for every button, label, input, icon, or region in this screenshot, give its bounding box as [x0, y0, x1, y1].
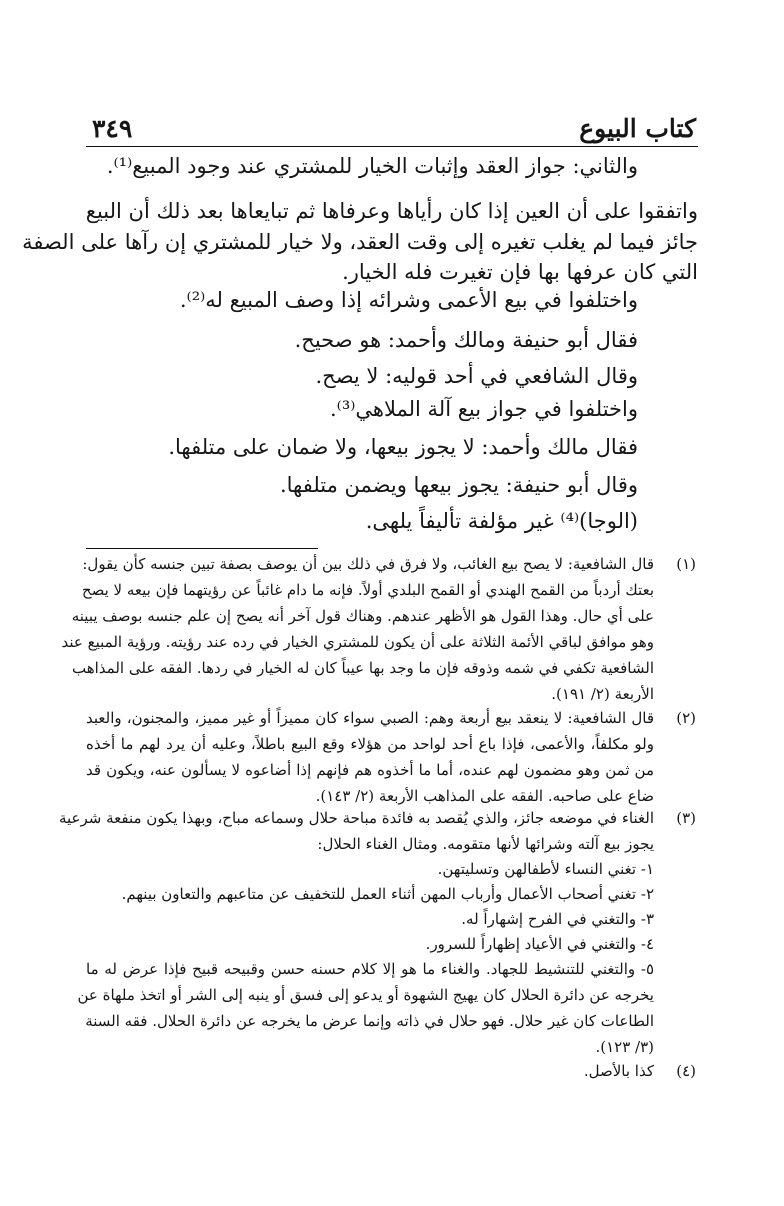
body-line: فقال أبو حنيفة ومالك وأحمد: هو صحيح.	[294, 328, 638, 352]
footnote-line: على أي حال. وهذا القول هو الأظهر عندهم. وهناك قول آخر أنه يصح إن علم جنسه بوصف يبينه	[71, 607, 654, 625]
page-number: ٣٤٩	[92, 114, 133, 143]
footnote-line: ضاع على صاحبه. الفقه على المذاهب الأربعة (٢/ ١٤٣).	[315, 787, 654, 805]
body-line: فقال مالك وأحمد: لا يجوز بيعها، ولا ضمان على متلفها.	[168, 435, 638, 459]
body-line: واختلفوا في بيع الأعمى وشرائه إذا وصف المبيع له⁽²⁾.	[179, 288, 638, 312]
footnote-list-item: ٣- والتغني في الفرح إشهاراً له.	[461, 910, 654, 928]
body-line: (الوجا)⁽⁴⁾ غير مؤلفة تأليفاً يلهى.	[365, 509, 638, 533]
footnote-list-item: ٢- تغني أصحاب الأعمال وأرباب المهن أثناء العمل للتخفيف عن متاعبهم والتعاون بينهم.	[121, 885, 654, 903]
footnote-line: الأربعة (٢/ ١٩١).	[551, 685, 654, 703]
footnote-number: (٣)	[676, 809, 696, 827]
body-line: التي كان عرفها بها فإن تغيرت فله الخيار.	[342, 260, 698, 284]
footnote-line: بعتك أردباً من القمح الهندي أو القمح البلدي أولاً. فإنه ما دام غائباً عن رؤيتهما فإن بيعه لا يصح	[81, 581, 654, 599]
footnote-line: الشافعية تكفي في شمه وذوقه فإن ما وجد بها عيباً كان له الخيار في ردها. الفقه على المذاهب	[72, 659, 654, 677]
footnote-line: يخرجه عن دائرة الحلال كان يهيج الشهوة أو يدعو إلى فسق أو ينبه إلى الشر أو اتخذ ملهاة عن	[77, 986, 654, 1004]
footnote-line: يجوز بيع آلته وشرائها لأنها متقومه. ومثال الغناء الحلال:	[317, 835, 654, 853]
footnote-line: الطاعات كان غير حلال. فهو حلال في ذاته وإنما عرض ما يخرجه عن دائرة الحلال. فقه السنة	[85, 1012, 654, 1030]
footnote-list-item: ٤- والتغني في الأعياد إظهاراً للسرور.	[425, 935, 654, 953]
footnote-line: ٥- والتغني للتنشيط للجهاد. والغناء ما هو إلا كلام حسنه حسن وقبيحه قبيح فإذا عرض له ما	[86, 960, 654, 978]
header-divider	[86, 146, 698, 147]
footnote-number: (٢)	[676, 709, 696, 727]
footnote-line: ولو مكلفاً، والأعمى، فإذا باع أحد لواحد من هؤلاء وقع البيع باطلاً، وعليه أن يرد لهم ما أخذه	[86, 735, 654, 753]
footnote-line: قال الشافعية: لا يصح بيع الغائب، ولا فرق في ذلك بين أن يوصف بصفة تبين جنسه كأن يقول:	[82, 555, 654, 573]
footnote-list-item: ١- تغني النساء لأطفالهن وتسليتهن.	[437, 860, 654, 878]
footnote-line: كذا بالأصل.	[583, 1062, 654, 1080]
body-line: واختلفوا في جواز بيع آلة الملاهي⁽³⁾.	[329, 397, 638, 421]
chapter-title: كتاب البيوع	[579, 114, 696, 143]
footnote-line: (٣/ ١٢٣).	[595, 1038, 654, 1056]
footnote-line: قال الشافعية: لا ينعقد بيع أربعة وهم: الصبي سواء كان مميزاً أو غير مميز، والمجنون، والعبد	[86, 709, 654, 727]
body-line: وقال أبو حنيفة: يجوز بيعها ويضمن متلفها.	[279, 473, 638, 497]
footnote-divider	[86, 548, 318, 549]
footnote-line: الغناء في موضعه جائز، والذي يُقصد به فائدة مباحة حلال وسماعه مباح، وبهذا يكون منفعة شرعية	[58, 809, 654, 827]
footnote-line: من ثمن وهو مضمون لهم عنده، أما ما أخذوه هم فإنهم إذا أضاعوه لا يسألون عنه، ويكون قد	[86, 761, 654, 779]
body-line: جائز فيما لم يغلب تغيره إلى وقت العقد، ولا خيار للمشتري إن رآها على الصفة	[22, 230, 698, 254]
body-line: واتفقوا على أن العين إذا كان رأياها وعرفاها ثم تبايعاها بعد ذلك أن البيع	[85, 199, 698, 223]
footnote-line: وهو موافق لباقي الأئمة الثلاثة على أن يكون للمشتري الخيار في رده عند رؤيته. ورؤية المبيع عند	[61, 633, 654, 651]
body-line: والثاني: جواز العقد وإثبات الخيار للمشتري عند وجود المبيع⁽¹⁾.	[106, 154, 638, 178]
body-line: وقال الشافعي في أحد قوليه: لا يصح.	[315, 364, 638, 388]
footnote-number: (١)	[676, 555, 696, 573]
footnote-number: (٤)	[676, 1062, 696, 1080]
